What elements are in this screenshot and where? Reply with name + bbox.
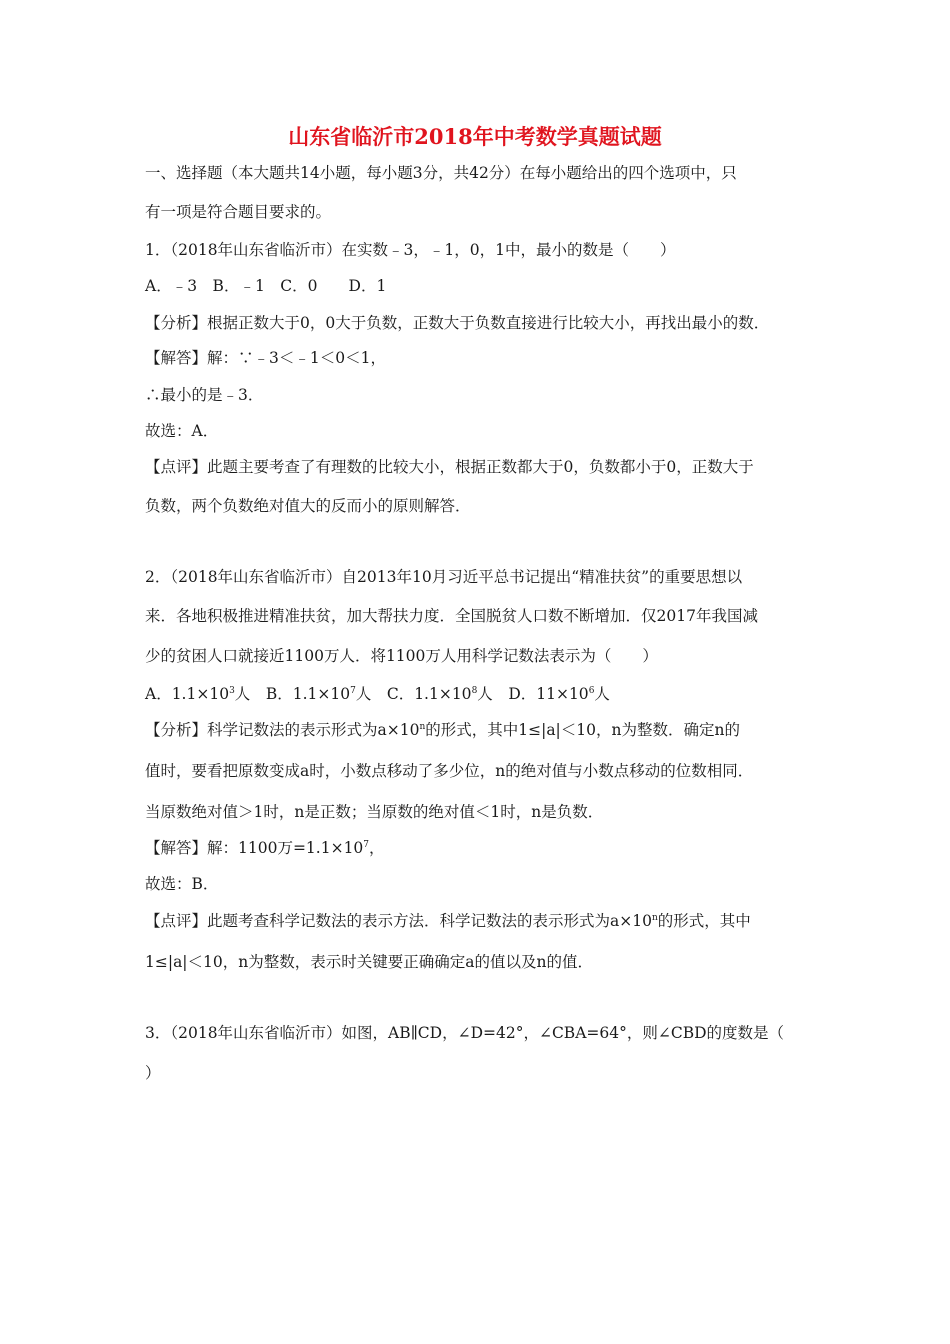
question-2-answer: 【解答】解：1100万$=1.1\times 10^7$， [145,839,385,857]
question-2-analysis-line-2: 值时，要看把原数变成a时，小数点移动了多少位，n的绝对值与小数点移动的位数相同． [145,762,754,780]
question-1-answer: 【解答】解：∵﹣3＜﹣1＜0＜1， [145,349,386,367]
section-instructions-line-2: 有一项是符合题目要求的。 [145,203,332,221]
question-2-options [145,683,610,705]
question-3-stem-line-2: ） [145,1064,161,1082]
question-1-therefore: ∴最小的是﹣3． [145,386,264,404]
question-1-comment-line-2: 负数，两个负数绝对值大的反而小的原则解答． [145,497,471,515]
question-2-stem-line-3: 少的贫困人口就接近1100万人．将1100万人用科学记数法表示为（ ） [145,647,658,665]
question-2-analysis-line-3: 当原数绝对值＞1时，n是正数；当原数的绝对值＜1时，n是负数． [145,803,604,821]
option-a: A．$1.1\times 10^3$人 [145,685,266,703]
option-b: B．$1.1\times 10^7$人 [265,685,387,703]
question-2-analysis-line-1: 【分析】科学记数法的表示形式为$a\times 10^n$的形式，其中1≤|a|＜10，n为整数．确定n的 [145,721,740,739]
page-title: 山东省临沂市2018年中考数学真题试题 [288,124,662,149]
question-2-stem-line-2: 来．各地积极推进精准扶贫，加大帮扶力度．全国脱贫人口数不断增加．仅2017年我国减 [145,607,758,625]
question-2-stem-line-1: 2．（2018年山东省临沂市）自2013年10月习近平总书记提出“精准扶贫”的重要思想以 [145,568,743,586]
question-2-choice: 故选：B． [145,875,219,893]
question-1-analysis: 【分析】根据正数大于0，0大于负数，正数大于负数直接进行比较大小，再找出最小的数． [145,314,770,332]
section-instructions-line-1: 一、选择题（本大题共14小题，每小题3分，共42分）在每小题给出的四个选项中，只 [145,164,737,182]
question-1-choice: 故选：A． [145,422,219,440]
question-2-comment-line-1: 【点评】此题考查科学记数法的表示方法．科学记数法的表示形式为$a\times 10^n$的形式，其中 [145,912,751,930]
option-d: D．$11\times 10^6$人 [508,685,610,703]
option-c: C．$1.1\times 10^8$人 [386,685,509,703]
question-2-comment-line-2: 1≤|a|＜10，n为整数，表示时关键要正确确定a的值以及n的值． [145,953,593,971]
question-3-stem-line-1: 3．（2018年山东省临沂市）如图，AB∥CD，∠D=42°，∠CBA=64°，则∠CBD的度数是（ [145,1024,785,1042]
question-1-options: A．﹣3 B．﹣1 C．0 D．1 [145,277,387,295]
question-1-stem: 1．（2018年山东省临沂市）在实数﹣3，﹣1，0，1中，最小的数是（ ） [145,241,676,259]
question-1-comment-line-1: 【点评】此题主要考查了有理数的比较大小，根据正数都大于0，负数都小于0，正数大于 [145,458,754,476]
